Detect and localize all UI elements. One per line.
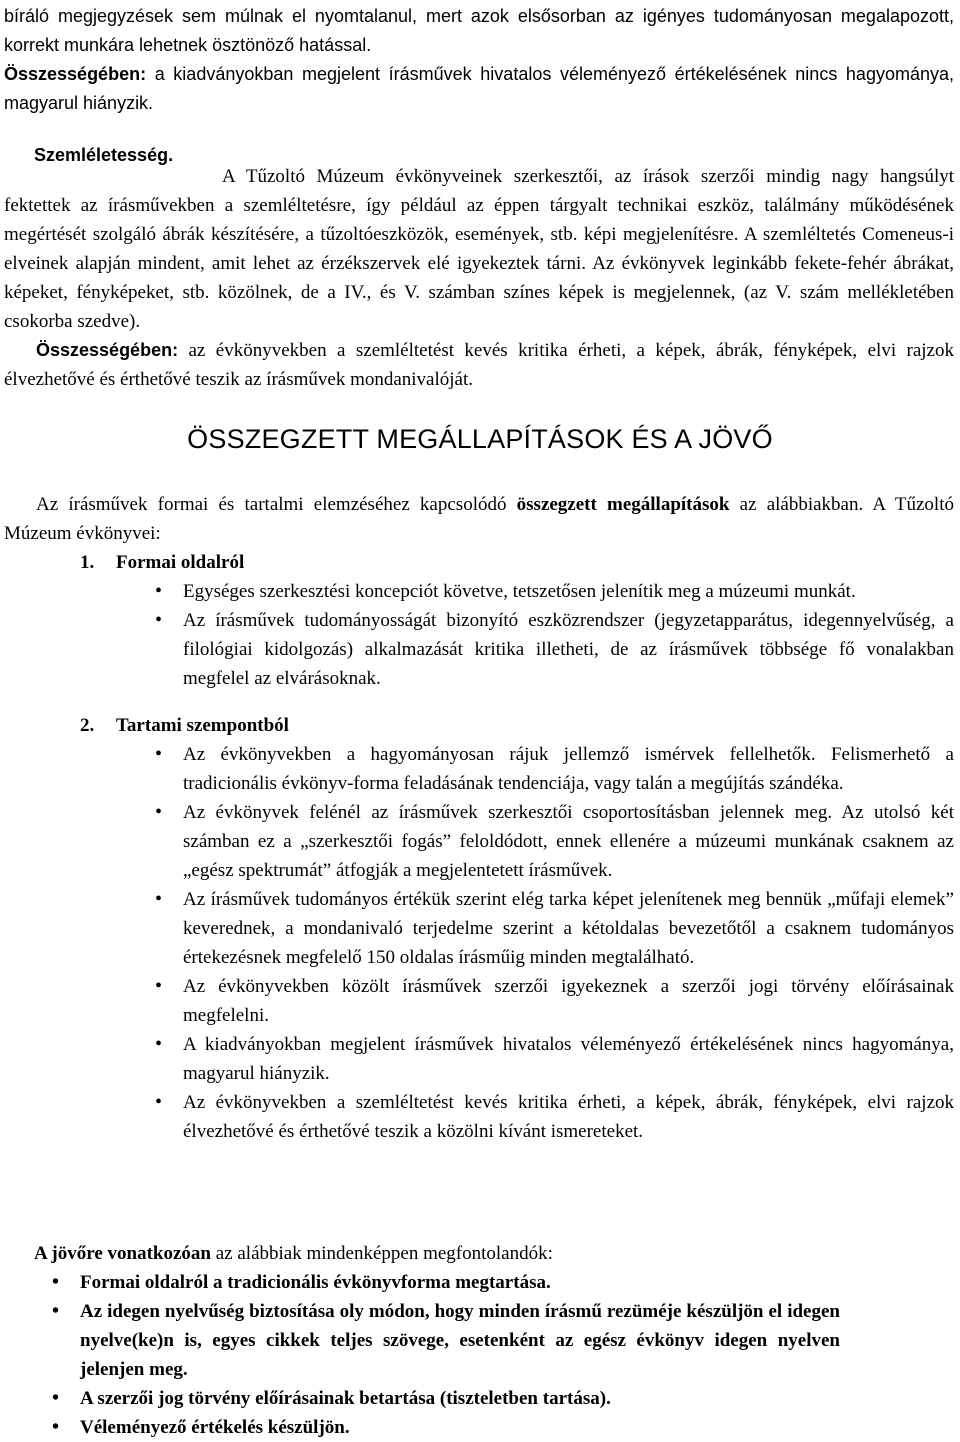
numbered-item-2: [80, 711, 289, 740]
szemleletesseg-summary: [4, 336, 954, 394]
intro-text-a: Az írásművek formai és tartalmi elemzéséhez kapcsolódó: [36, 494, 517, 515]
item-title: Tartami szempontból: [116, 715, 289, 736]
szemleletesseg-paragraph: [4, 162, 954, 394]
list-item: • Az évkönyvekben a szemléltetést kevés kritika érheti, a képek, ábrák, fényképek, elvi rajzok élvezhetővé és érthetővé teszik a közölni kívánt ismereteket.: [183, 1088, 954, 1146]
list-item: • Formai oldalról a tradicionális évkönyvforma megtartása.: [80, 1268, 840, 1297]
future-intro: [34, 1239, 954, 1268]
summary-text: a kiadványokban megjelent írásművek hivatalos véleményező értékelésének nincs hagyománya, magyarul hiányzik.: [4, 64, 954, 113]
list-item: • Az évkönyvek felénél az írásművek szerkesztői csoportosításban jelennek meg. Az utolsó két számban ez a „szerkesztői fogás” feloldódott, ennek ellenére a múzeumi munkának csaknem az „egész spektrumát” átfogják a megjelentetett írásművek.: [183, 798, 954, 885]
summary-label: Összességében:: [4, 64, 147, 84]
summary-paragraph: [4, 60, 954, 118]
list-item: • Az évkönyvekben a hagyományosan rájuk jellemző ismérvek fellelhetők. Felismerhető a tradicionális évkönyv-forma feladásának tendenciája, vagy talán a megújítás szándéka.: [183, 740, 954, 798]
future-label: A jövőre vonatkozóan: [34, 1243, 211, 1264]
list-item: • A kiadványokban megjelent írásművek hivatalos véleményező értékelésének nincs hagyománya, magyarul hiányzik.: [183, 1030, 954, 1088]
page-heading: ÖSSZEGZETT MEGÁLLAPÍTÁSOK ÉS A JÖVŐ: [187, 424, 773, 454]
intro-text-b: az alábbiakban. A Tűzoltó Múzeum évkönyvei:: [4, 494, 954, 544]
list-item: • Az évkönyvekben közölt írásművek szerzői igyekeznek a szerzői jogi törvény előírásainak megfelelni.: [183, 972, 954, 1030]
bullet-list-tartami: [183, 740, 954, 1146]
list-item: • Egységes szerkesztési koncepciót követve, tetszetősen jelenítik meg a múzeumi munkát.: [183, 577, 954, 606]
top-paragraph: [4, 2, 954, 118]
list-item: • Véleményező értékelés készüljön.: [80, 1413, 840, 1442]
bullet-list-future: [80, 1268, 840, 1442]
bullet-list-formai: [183, 577, 954, 693]
paragraph-continuation: bíráló megjegyzések sem múlnak el nyomtalanul, mert azok elsősorban az igényes tudományosan megalapozott, korrekt munkára lehetnek ösztönöző hatással.: [4, 6, 954, 55]
intro-bold: összegzett megállapítások: [516, 494, 730, 515]
summary-text: az évkönyvekben a szemléltetést kevés kritika érheti, a képek, ábrák, fényképek, elvi rajzok élvezhetővé és érthetővé teszik az írásművek mondanivalóját.: [4, 340, 954, 390]
list-item: • Az írásművek tudományos értékük szerint elég tarka képet jelenítenek meg bennük „műfaji elemek” keverednek, a mondanivaló terjedelme szerint a kétoldalas bevezetőtől a csaknem tudományos értekezésnek megfelelő 150 oldalas írásműig minden megtalálható.: [183, 885, 954, 972]
future-intro-text: [34, 1239, 954, 1268]
summary-label: Összességében:: [36, 340, 179, 360]
future-label-rest: az alábbiak mindenképpen megfontolandók:: [210, 1243, 553, 1264]
item-number: 2.: [80, 715, 95, 736]
list-item: • A szerzői jog törvény előírásainak betartása (tiszteletben tartása).: [80, 1384, 840, 1413]
section-title: Szemléletesség.: [34, 145, 174, 165]
list-item: • Az írásművek tudományosságát bizonyító eszközrendszer (jegyzetapparátus, idegennyelvűség, a filológiai kidolgozás) alkalmazását kritika illetheti, de az írásművek többsége fő vonalakban megfelel az elvárásoknak.: [183, 606, 954, 693]
numbered-item-1: [80, 548, 244, 577]
item-number: 1.: [80, 552, 95, 573]
szemleletesseg-body: A Tűzoltó Múzeum évkönyveinek szerkesztői, az írások szerzői mindig nagy hangsúlyt fektettek az írásművekben a szemléltetésre, így például az éppen tárgyalt technikai eszköz, találmány működésének megértését szolgáló ábrák készítésére, a tűzoltóeszközök, események, stb. képi megjelenítésre. A szemléltetés Comeneus-i elveinek alapján mindent, amit lehet az érzékszervek elé igyekeztek tárni. Az évkönyvek leginkább fekete-fehér ábrákat, képeket, fényképeket, stb. közölnek, de a IV., és V. számban színes képek is megjelennek, (az V. szám mellékletében csokorba szedve).: [4, 166, 954, 332]
intro-paragraph: [4, 490, 954, 548]
intro-text: [4, 490, 954, 548]
item-title: Formai oldalról: [116, 552, 245, 573]
list-item: • Az idegen nyelvűség biztosítása oly módon, hogy minden írásmű rezüméje készüljön el idegen nyelve(ke)n is, egyes cikkek teljes szövege, esetenként az egész évkönyv idegen nyelven jelenjen meg.: [80, 1297, 840, 1384]
